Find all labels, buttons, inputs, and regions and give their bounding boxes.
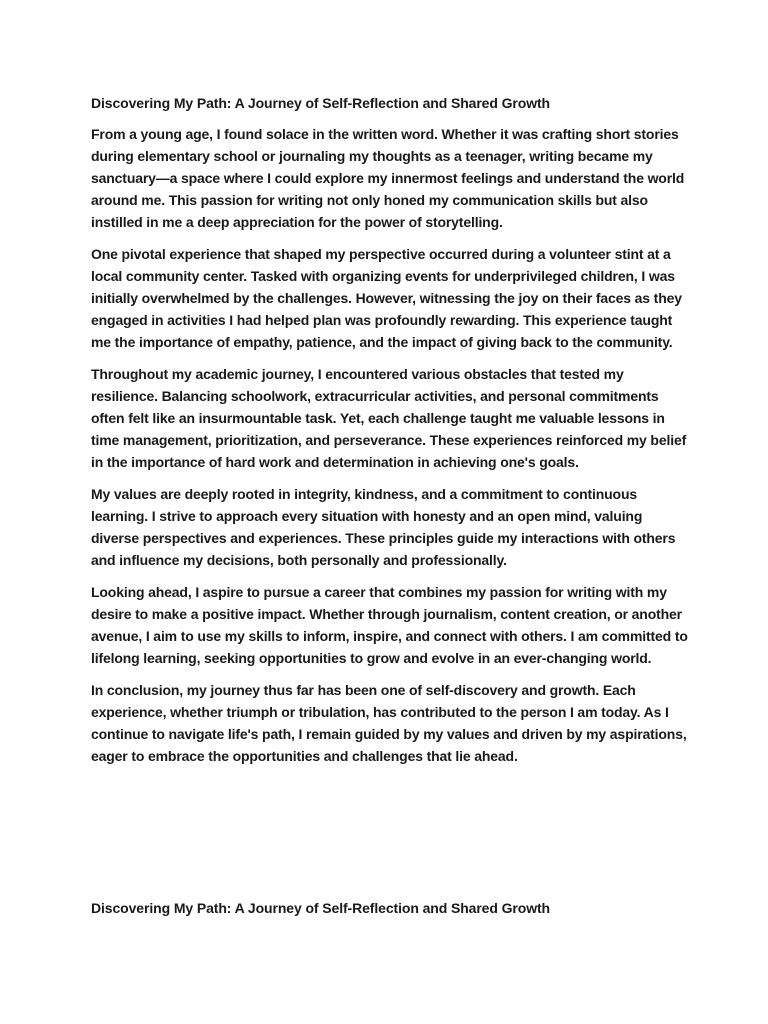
paragraph-childhood-writing: From a young age, I found solace in the written word. Whether it was crafting short stories during elementary school or journaling my thoughts as a teenager, writing became my sanctuary—a space where I could explore my innermost feelings and understand the world around me. This passion for writing not only honed my communication skills but also instilled in me a deep appreciation for the power of storytelling. (91, 126, 685, 230)
paragraph-aspirations: Looking ahead, I aspire to pursue a career that combines my passion for writing with my desire to make a positive impact. Whether through journalism, content creation, or another avenue, I aim to use my skills to inform, inspire, and connect with others. I am committed to lifelong learning, seeking opportunities to grow and evolve in an ever-changing world. (91, 584, 688, 666)
document-title-repeated: Discovering My Path: A Journey of Self-Reflection and Shared Growth (91, 900, 550, 916)
document-title: Discovering My Path: A Journey of Self-Reflection and Shared Growth (91, 95, 550, 111)
paragraph-conclusion: In conclusion, my journey thus far has been one of self-discovery and growth. Each experience, whether triumph or tribulation, has contributed to the person I am today. As I continue to navigate life's path, I remain guided by my values and driven by my aspirations, eager to embrace the opportunities and challenges that lie ahead. (91, 682, 687, 764)
document-body (91, 92, 691, 777)
paragraph-volunteer-experience: One pivotal experience that shaped my perspective occurred during a volunteer stint at a local community center. Tasked with organizing events for underprivileged children, I was initially overwhelmed by the challenges. However, witnessing the joy on their faces as they engaged in activities I had helped plan was profoundly rewarding. This experience taught me the importance of empathy, patience, and the impact of giving back to the community. (91, 246, 682, 350)
paragraph-academic-journey: Throughout my academic journey, I encountered various obstacles that tested my resilience. Balancing schoolwork, extracurricular activities, and personal commitments often felt like an insurmountable task. Yet, each challenge taught me valuable lessons in time management, prioritization, and perseverance. These experiences reinforced my belief in the importance of hard work and determination in achieving one's goals. (91, 366, 687, 470)
paragraph-values: My values are deeply rooted in integrity, kindness, and a commitment to continuous learning. I strive to approach every situation with honesty and an open mind, valuing diverse perspectives and experiences. These principles guide my interactions with others and influence my decisions, both personally and professionally. (91, 486, 676, 568)
